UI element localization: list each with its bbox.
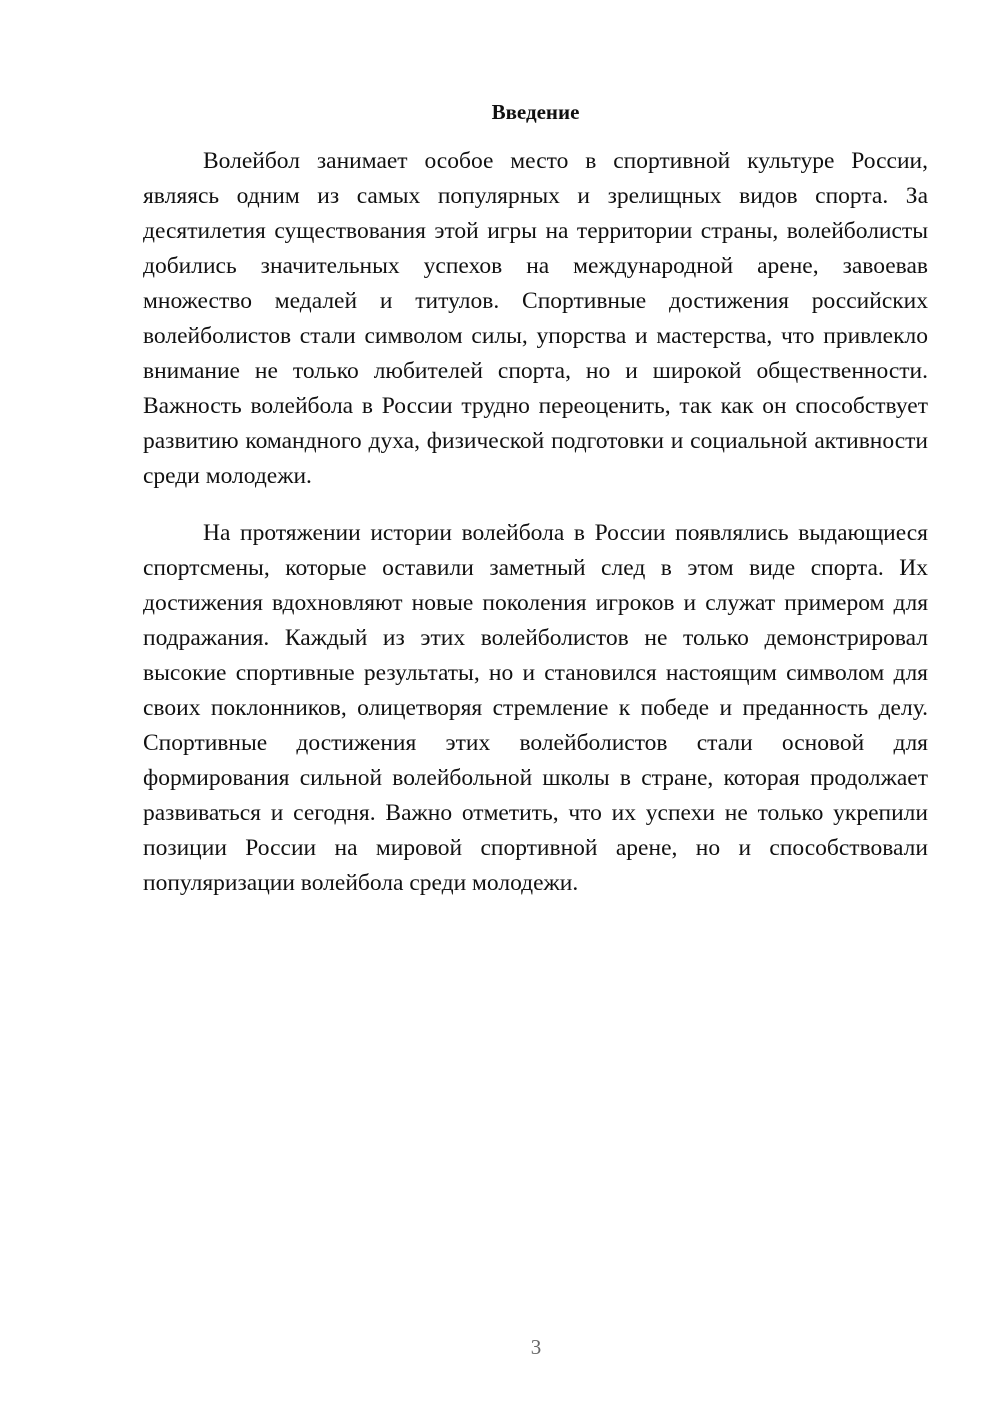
paragraph-2: На протяжении истории волейбола в России появлялись выдающиеся спортсмены, которые оставили заметный след в этом виде спорта. Их достижения вдохновляют новые поколения игроков и служат примером для подражания. Каждый из этих волейболистов не только демонстрировал высокие спортивные результаты, но и становился настоящим символом для своих поклонников, олицетворяя стремление к победе и преданность делу. Спортивные достижения этих волейболистов стали основой для формирования сильной волейбольной школы в стране, которая продолжает развиваться и сегодня. Важно отметить, что их успехи не только укрепили позиции России на мировой спортивной арене, но и способствовали популяризации волейбола среди молодежи. [143, 520, 928, 896]
section-heading: Введение [491, 100, 580, 124]
paragraph-1: Волейбол занимает особое место в спортивной культуре России, являясь одним из самых популярных и зрелищных видов спорта. За десятилетия существования этой игры на территории страны, волейболисты добились значительных успехов на международной арене, завоевав множество медалей и титулов. Спортивные достижения российских волейболистов стали символом силы, упорства и мастерства, что привлекло внимание не только любителей спорта, но и широкой общественности. Важность волейбола в России трудно переоценить, так как он способствует развитию командного духа, физической подготовки и социальной активности среди молодежи. [143, 148, 928, 489]
page-number: 3 [530, 1335, 542, 1359]
